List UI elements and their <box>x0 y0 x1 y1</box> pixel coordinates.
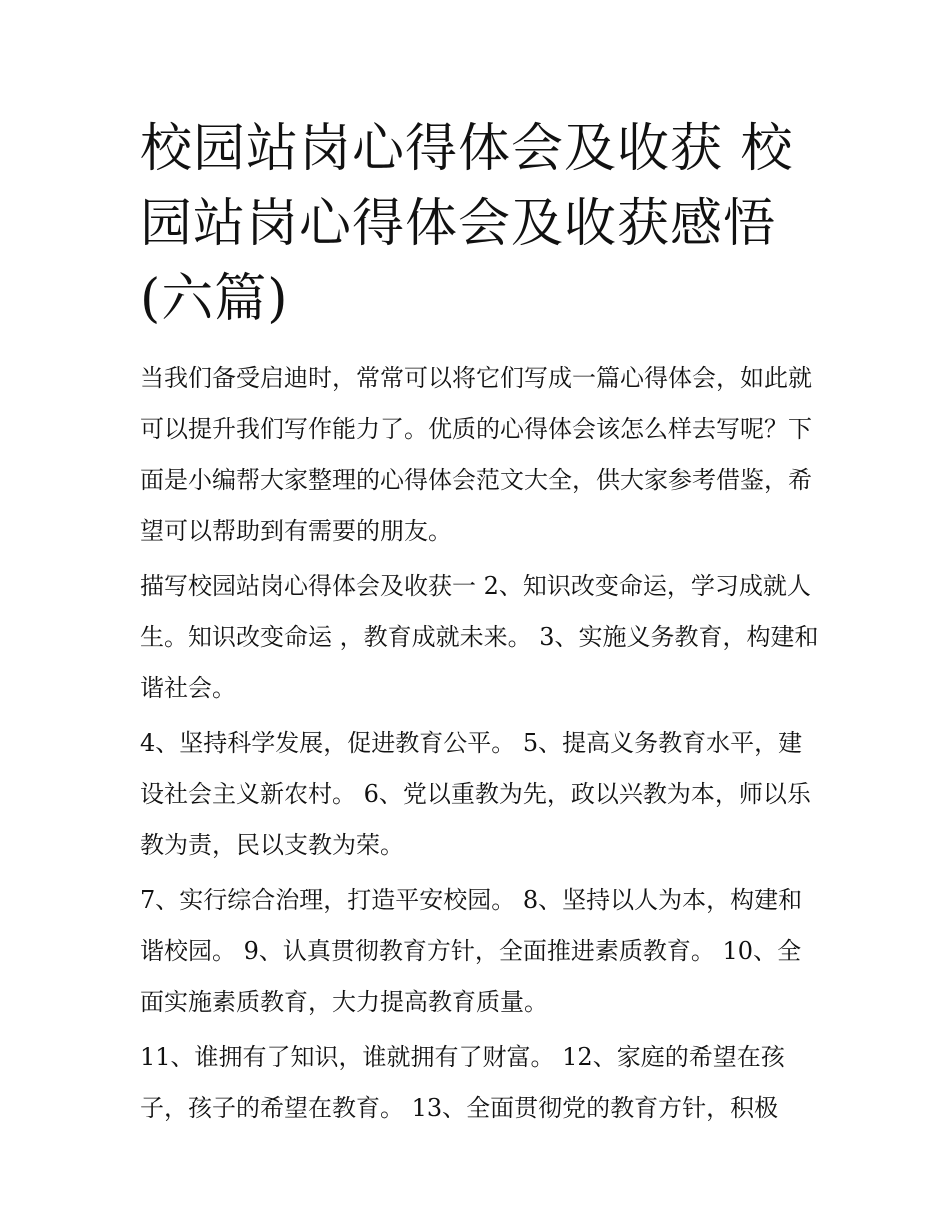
paragraph-slogans-4: 11、谁拥有了知识，谁就拥有了财富。 12、家庭的希望在孩子，孩子的希望在教育。 13、全面贯彻党的教育方针，积极 <box>140 1043 785 1122</box>
document-title: 校园站岗心得体会及收获 校园站岗心得体会及收获感悟(六篇) <box>140 119 794 329</box>
paragraph-slogans-2: 4、坚持科学发展，促进教育公平。 5、提高义务教育水平，建设社会主义新农村。 6、党以重教为先，政以兴教为本，师以乐教为责，民以支教为荣。 <box>140 729 811 859</box>
paragraph-intro: 当我们备受启迪时，常常可以将它们写成一篇心得体会，如此就可以提升我们写作能力了。优质的心得体会该怎么样去写呢？下面是小编帮大家整理的心得体会范文大全，供大家参考借鉴，希望可以帮助到有需要的朋友。 <box>140 364 812 545</box>
paragraph-slogans-1: 描写校园站岗心得体会及收获一 2、知识改变命运，学习成就人生。知识改变命运 ，教育成就未来。 3、实施义务教育，构建和谐社会。 <box>140 572 819 702</box>
paragraph-slogans-3: 7、实行综合治理，打造平安校园。 8、坚持以人为本，构建和谐校园。 9、认真贯彻教育方针，全面推进素质教育。 10、全面实施素质教育，大力提高教育质量。 <box>140 886 803 1016</box>
